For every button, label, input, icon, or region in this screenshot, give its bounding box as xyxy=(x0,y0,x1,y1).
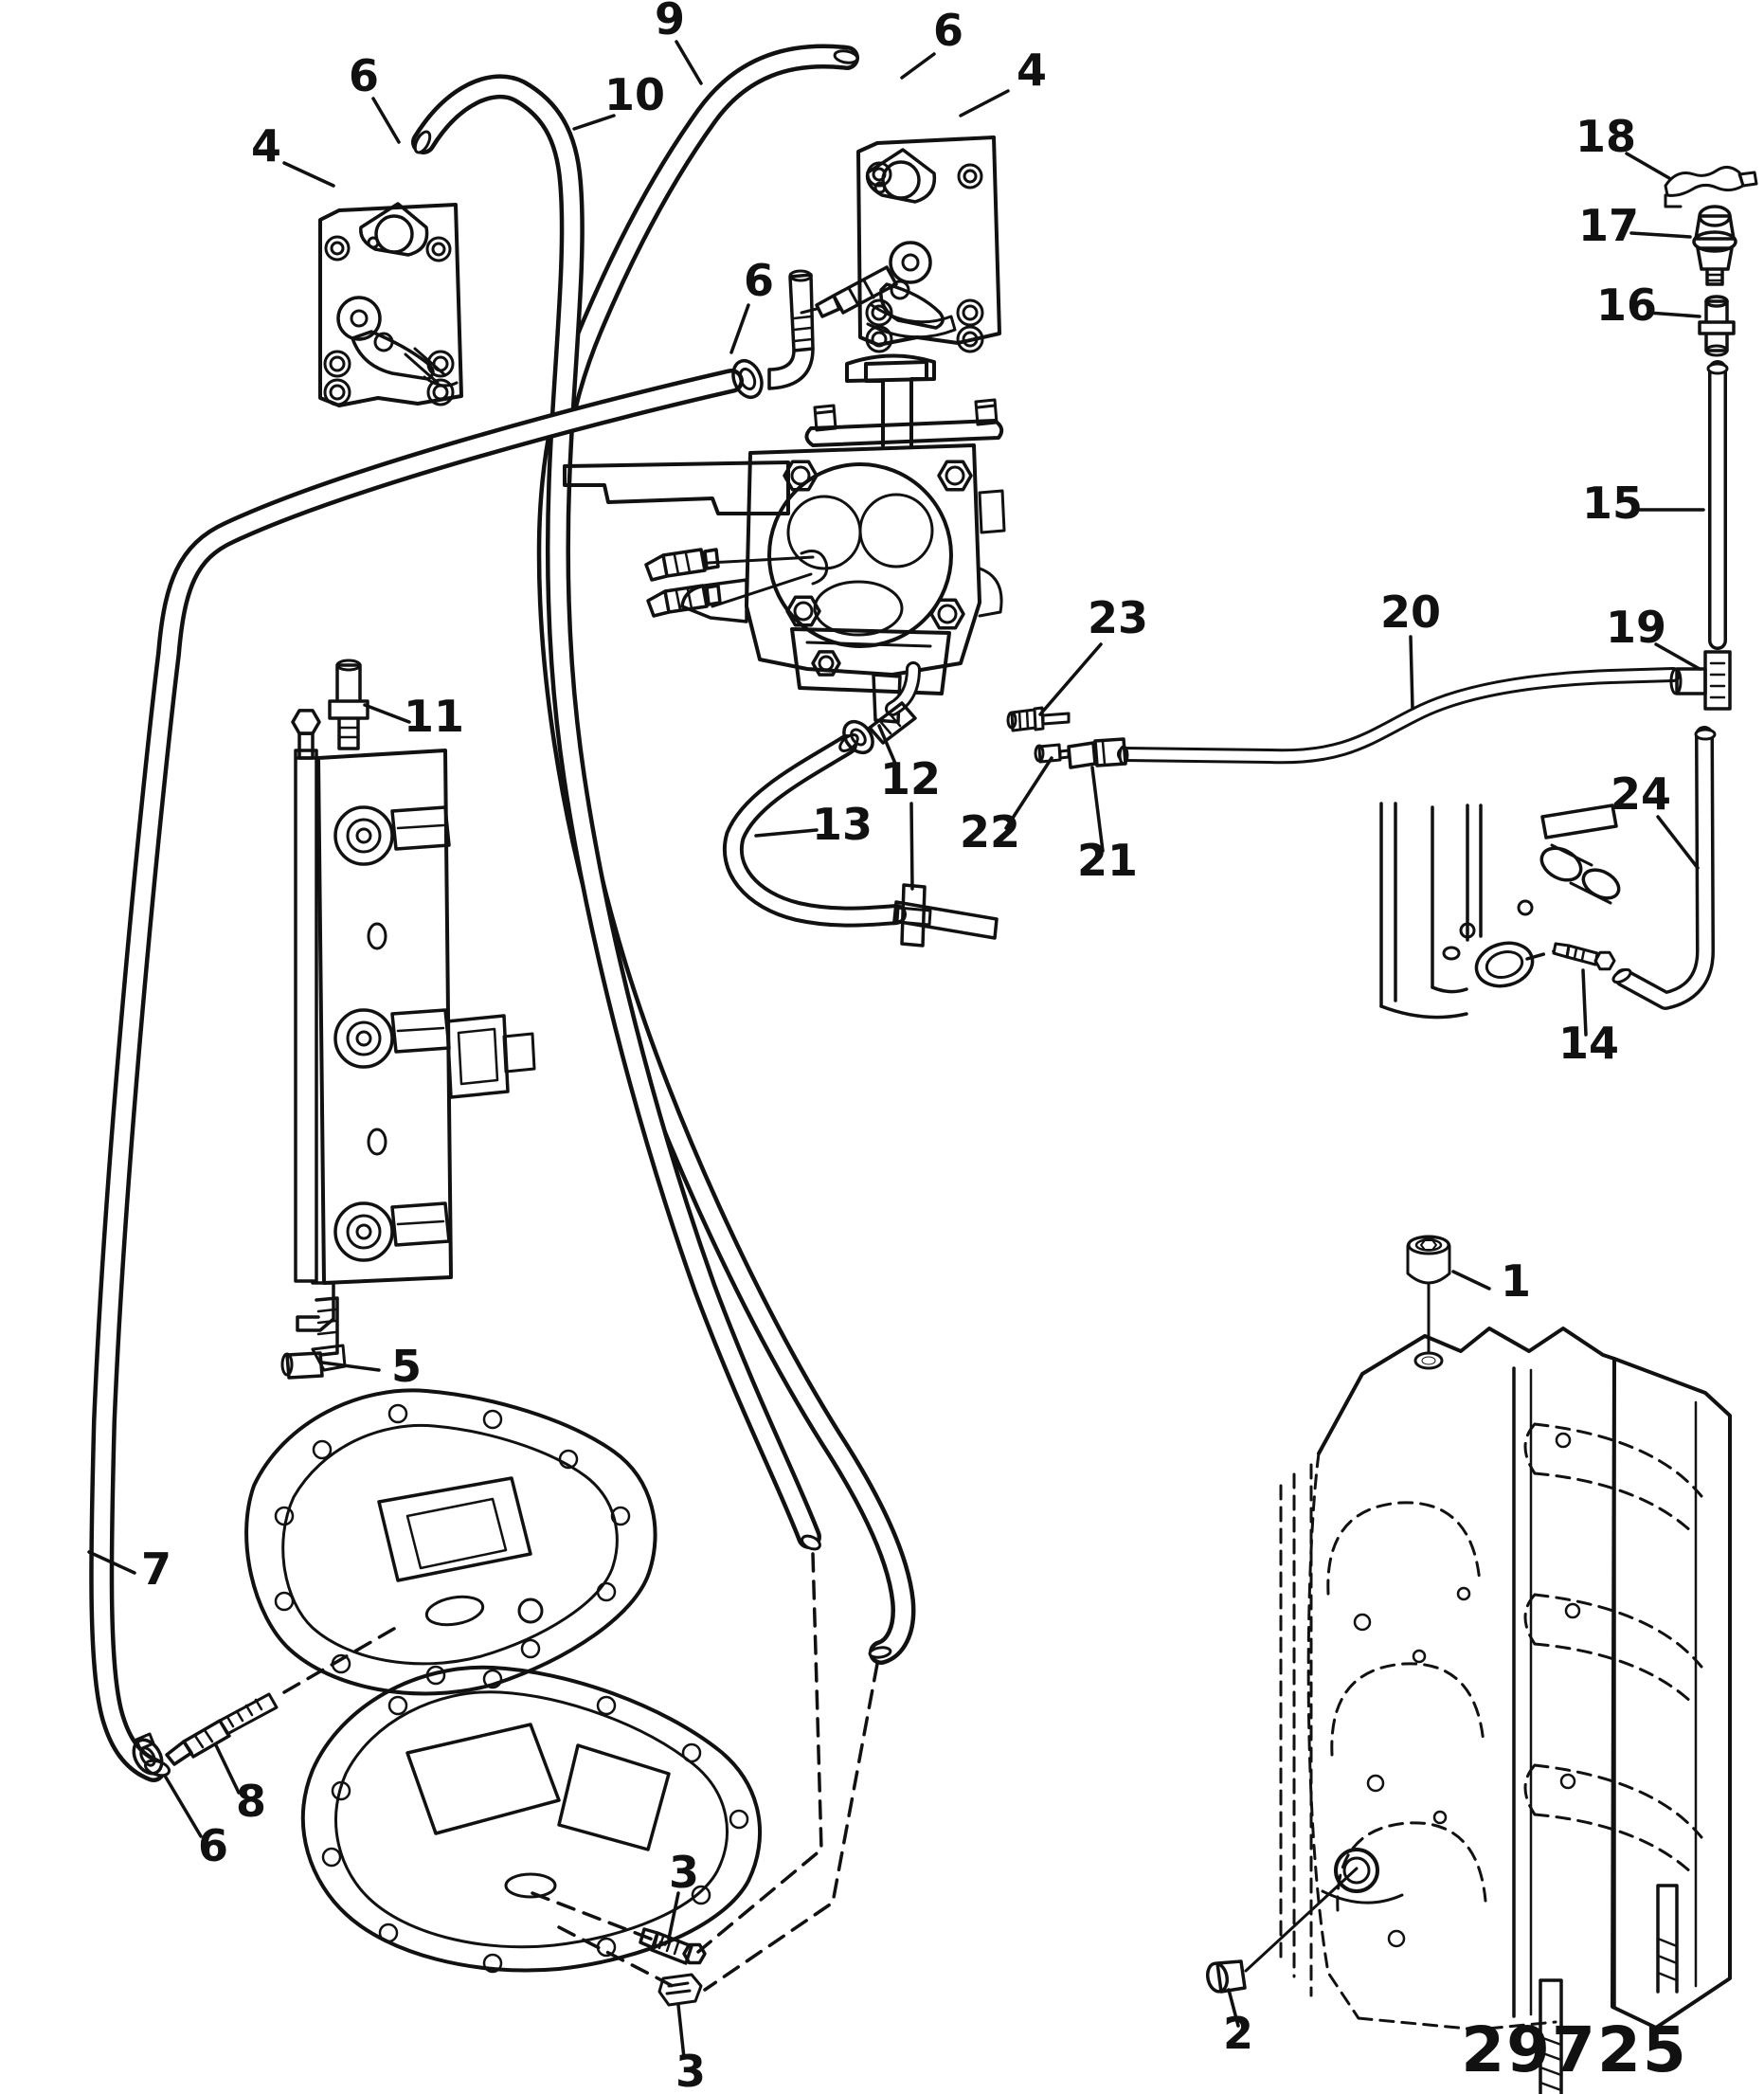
fuel-pump-right xyxy=(801,137,999,352)
fuel-pump-left xyxy=(320,204,461,406)
callout-20: 20 xyxy=(1379,587,1442,638)
callout-8: 8 xyxy=(235,1776,267,1827)
callout-4-left: 4 xyxy=(250,120,282,171)
callout-22: 22 xyxy=(959,806,1021,857)
callout-6-middle: 6 xyxy=(743,255,775,306)
callout-7: 7 xyxy=(140,1543,172,1595)
callout-9: 9 xyxy=(654,0,686,45)
callout-6-top: 6 xyxy=(932,5,964,56)
manifold-screw-3a xyxy=(640,1929,705,1963)
callout-18: 18 xyxy=(1575,111,1637,162)
tee-fitting-19 xyxy=(1671,652,1730,709)
callout-2: 2 xyxy=(1222,2008,1254,2059)
idle-needle-upper xyxy=(646,550,718,580)
callout-leader-lines xyxy=(89,42,1703,2058)
intake-manifold-lower xyxy=(303,1668,760,1972)
injector-1 xyxy=(335,807,449,864)
callout-10: 10 xyxy=(603,69,666,120)
intake-manifold-upper xyxy=(246,1390,655,1693)
barb-23 xyxy=(1008,708,1069,731)
callout-1: 1 xyxy=(1500,1255,1532,1307)
callout-3a: 3 xyxy=(668,1847,700,1898)
callout-3b: 3 xyxy=(675,2046,707,2094)
fitting-17 xyxy=(1694,207,1736,284)
callout-15: 15 xyxy=(1581,478,1644,529)
callout-16: 16 xyxy=(1595,280,1658,331)
callout-5: 5 xyxy=(390,1341,423,1392)
callout-12: 12 xyxy=(879,753,942,804)
callout-6-left: 6 xyxy=(348,50,380,101)
part-number: 29725 xyxy=(1461,2013,1688,2086)
callout-11: 11 xyxy=(403,691,465,742)
tube-15 xyxy=(1708,364,1727,641)
manifold-fitting-3b xyxy=(659,1975,701,2005)
callout-24: 24 xyxy=(1610,768,1672,820)
fuel-rail xyxy=(293,660,534,1330)
callout-17: 17 xyxy=(1577,200,1640,251)
injector-2 xyxy=(335,1010,449,1067)
callout-23: 23 xyxy=(1087,592,1149,643)
callout-labels xyxy=(141,0,1671,2094)
bleed-screw-14 xyxy=(1527,944,1614,969)
callout-13: 13 xyxy=(811,799,873,850)
callout-19: 19 xyxy=(1605,602,1667,653)
engine-block xyxy=(1281,1328,1730,2094)
connector-21 xyxy=(1069,739,1125,767)
hose-20 xyxy=(1120,675,1673,764)
plug-1 xyxy=(1408,1237,1449,1368)
assembly-dashed-lines xyxy=(284,1554,877,1990)
bleed-tube-with-tee xyxy=(894,885,997,946)
callout-4-top: 4 xyxy=(1016,45,1048,96)
callout-21: 21 xyxy=(1076,835,1139,886)
callout-6-bottom: 6 xyxy=(197,1820,229,1871)
clip-18 xyxy=(1665,167,1756,207)
callout-14: 14 xyxy=(1557,1018,1620,1069)
adapter-bracket xyxy=(1381,803,1624,1018)
rail-fitting-11 xyxy=(330,660,368,749)
fitting-16 xyxy=(1700,297,1734,355)
injector-3 xyxy=(335,1203,449,1260)
